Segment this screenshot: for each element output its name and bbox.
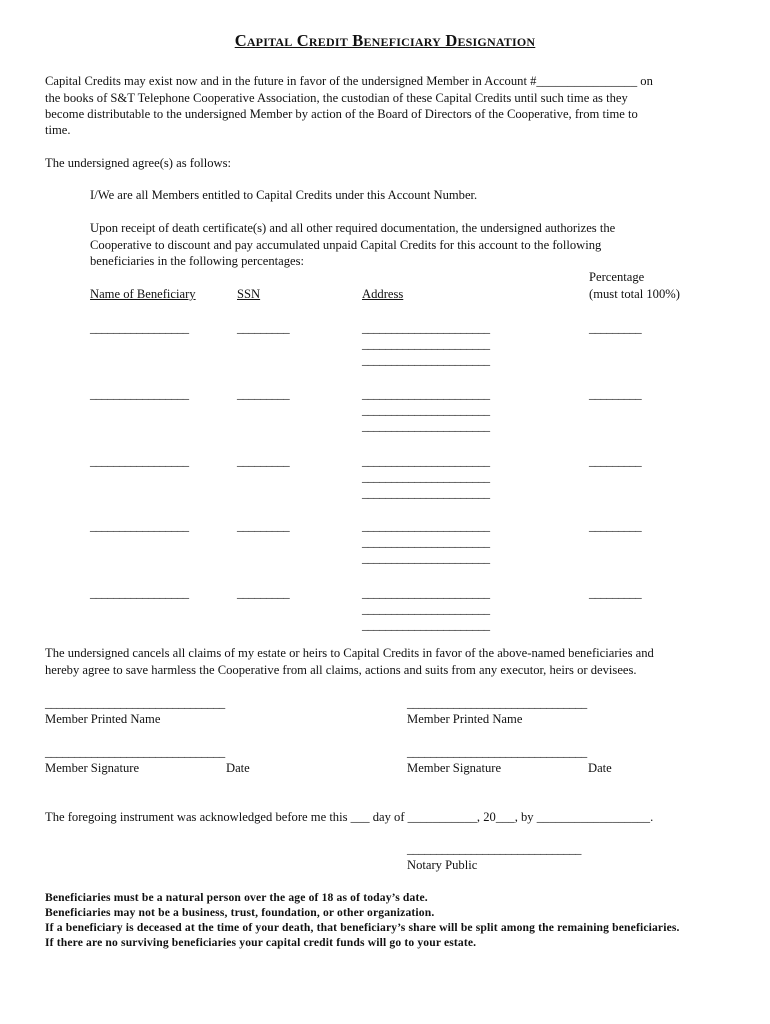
beneficiary-address-field[interactable]: ______________________: [362, 470, 490, 484]
rule-item: If there are no surviving beneficiaries your capital credit funds will go to your estate.: [45, 936, 477, 949]
col-address-header: Address: [362, 287, 404, 301]
beneficiary-rules: [45, 890, 735, 950]
beneficiary-address-field[interactable]: ______________________: [362, 454, 490, 468]
beneficiary-address-field[interactable]: ______________________: [362, 486, 490, 500]
beneficiary-address-field[interactable]: ______________________: [362, 602, 490, 616]
beneficiary-name-field[interactable]: _________________: [90, 519, 189, 533]
member-signature-field[interactable]: _______________________________: [45, 745, 225, 759]
beneficiary-percentage-field[interactable]: _________: [589, 387, 642, 401]
beneficiary-address-field[interactable]: ______________________: [362, 551, 490, 565]
beneficiary-address-field[interactable]: ______________________: [362, 337, 490, 351]
beneficiary-ssn-field[interactable]: _________: [237, 586, 290, 600]
cancel-claims-line-2: hereby agree to save harmless the Cooperative from all claims, actions and suits from any executor, heirs or devisees.: [45, 663, 637, 677]
beneficiary-address-field[interactable]: ______________________: [362, 586, 490, 600]
member-printed-name-field[interactable]: _______________________________: [45, 696, 225, 710]
member-signature-label: Member Signature: [407, 761, 502, 775]
agree-heading: The undersigned agree(s) as follows:: [45, 156, 232, 170]
date-label: Date: [226, 761, 250, 775]
date-label: Date: [588, 761, 612, 775]
beneficiary-percentage-field[interactable]: _________: [589, 586, 642, 600]
member-printed-name-label: Member Printed Name: [407, 712, 523, 726]
beneficiary-name-field[interactable]: _________________: [90, 454, 189, 468]
beneficiary-ssn-field[interactable]: _________: [237, 519, 290, 533]
member-signature-field[interactable]: _______________________________: [407, 745, 587, 759]
intro-line-2: the books of S&T Telephone Cooperative Association, the custodian of these Capital Credits until such time as they: [45, 91, 628, 105]
clause-authorize-line-3: beneficiaries in the following percentages:: [90, 254, 305, 268]
notary-public-label: Notary Public: [407, 858, 478, 872]
clause-members: I/We are all Members entitled to Capital Credits under this Account Number.: [90, 188, 478, 202]
beneficiary-address-field[interactable]: ______________________: [362, 353, 490, 367]
member-printed-name-field[interactable]: _______________________________: [407, 696, 587, 710]
beneficiary-ssn-field[interactable]: _________: [237, 321, 290, 335]
rule-item: If a beneficiary is deceased at the time of your death, that beneficiary’s share will be split among the remaining beneficiaries.: [45, 921, 680, 934]
beneficiary-name-field[interactable]: _________________: [90, 586, 189, 600]
cancel-claims-line-1: The undersigned cancels all claims of my estate or heirs to Capital Credits in favor of the above-named beneficiaries and: [45, 646, 654, 660]
intro-line-3: become distributable to the undersigned Member by action of the Board of Directors of the Cooperative, from time to: [45, 107, 638, 121]
beneficiary-address-field[interactable]: ______________________: [362, 419, 490, 433]
notary-acknowledgment: The foregoing instrument was acknowledged before me this ___ day of ___________, 20___, by __________________.: [45, 810, 654, 824]
beneficiary-address-field[interactable]: ______________________: [362, 321, 490, 335]
member-signature-label: Member Signature: [45, 761, 140, 775]
beneficiary-percentage-field[interactable]: _________: [589, 321, 642, 335]
beneficiary-address-field[interactable]: ______________________: [362, 387, 490, 401]
beneficiary-address-field[interactable]: ______________________: [362, 403, 490, 417]
notary-signature-field[interactable]: ______________________________: [407, 842, 581, 856]
beneficiary-ssn-field[interactable]: _________: [237, 387, 290, 401]
beneficiary-ssn-field[interactable]: _________: [237, 454, 290, 468]
col-percentage-label: Percentage: [589, 270, 645, 284]
beneficiary-address-field[interactable]: ______________________: [362, 535, 490, 549]
beneficiary-percentage-field[interactable]: _________: [589, 519, 642, 533]
col-percentage-note: (must total 100%): [589, 287, 680, 301]
document-title: Capital Credit Beneficiary Designation: [234, 31, 536, 50]
beneficiary-name-field[interactable]: _________________: [90, 387, 189, 401]
col-name-header: Name of Beneficiary: [90, 287, 196, 301]
rule-item: Beneficiaries must be a natural person over the age of 18 as of today’s date.: [45, 891, 428, 904]
beneficiary-percentage-field[interactable]: _________: [589, 454, 642, 468]
clause-authorize-line-1: Upon receipt of death certificate(s) and all other required documentation, the undersigned authorizes the: [90, 221, 616, 235]
beneficiary-address-field[interactable]: ______________________: [362, 618, 490, 632]
beneficiary-address-field[interactable]: ______________________: [362, 519, 490, 533]
intro-line-4: time.: [45, 123, 71, 137]
col-ssn-header: SSN: [237, 287, 261, 301]
clause-authorize-line-2: Cooperative to discount and pay accumulated unpaid Capital Credits for this account to the following: [90, 238, 602, 252]
intro-line-1: Capital Credits may exist now and in the future in favor of the undersigned Member in Account #________________ on: [45, 74, 653, 88]
beneficiary-name-field[interactable]: _________________: [90, 321, 189, 335]
member-printed-name-label: Member Printed Name: [45, 712, 161, 726]
rule-item: Beneficiaries may not be a business, trust, foundation, or other organization.: [45, 906, 435, 919]
